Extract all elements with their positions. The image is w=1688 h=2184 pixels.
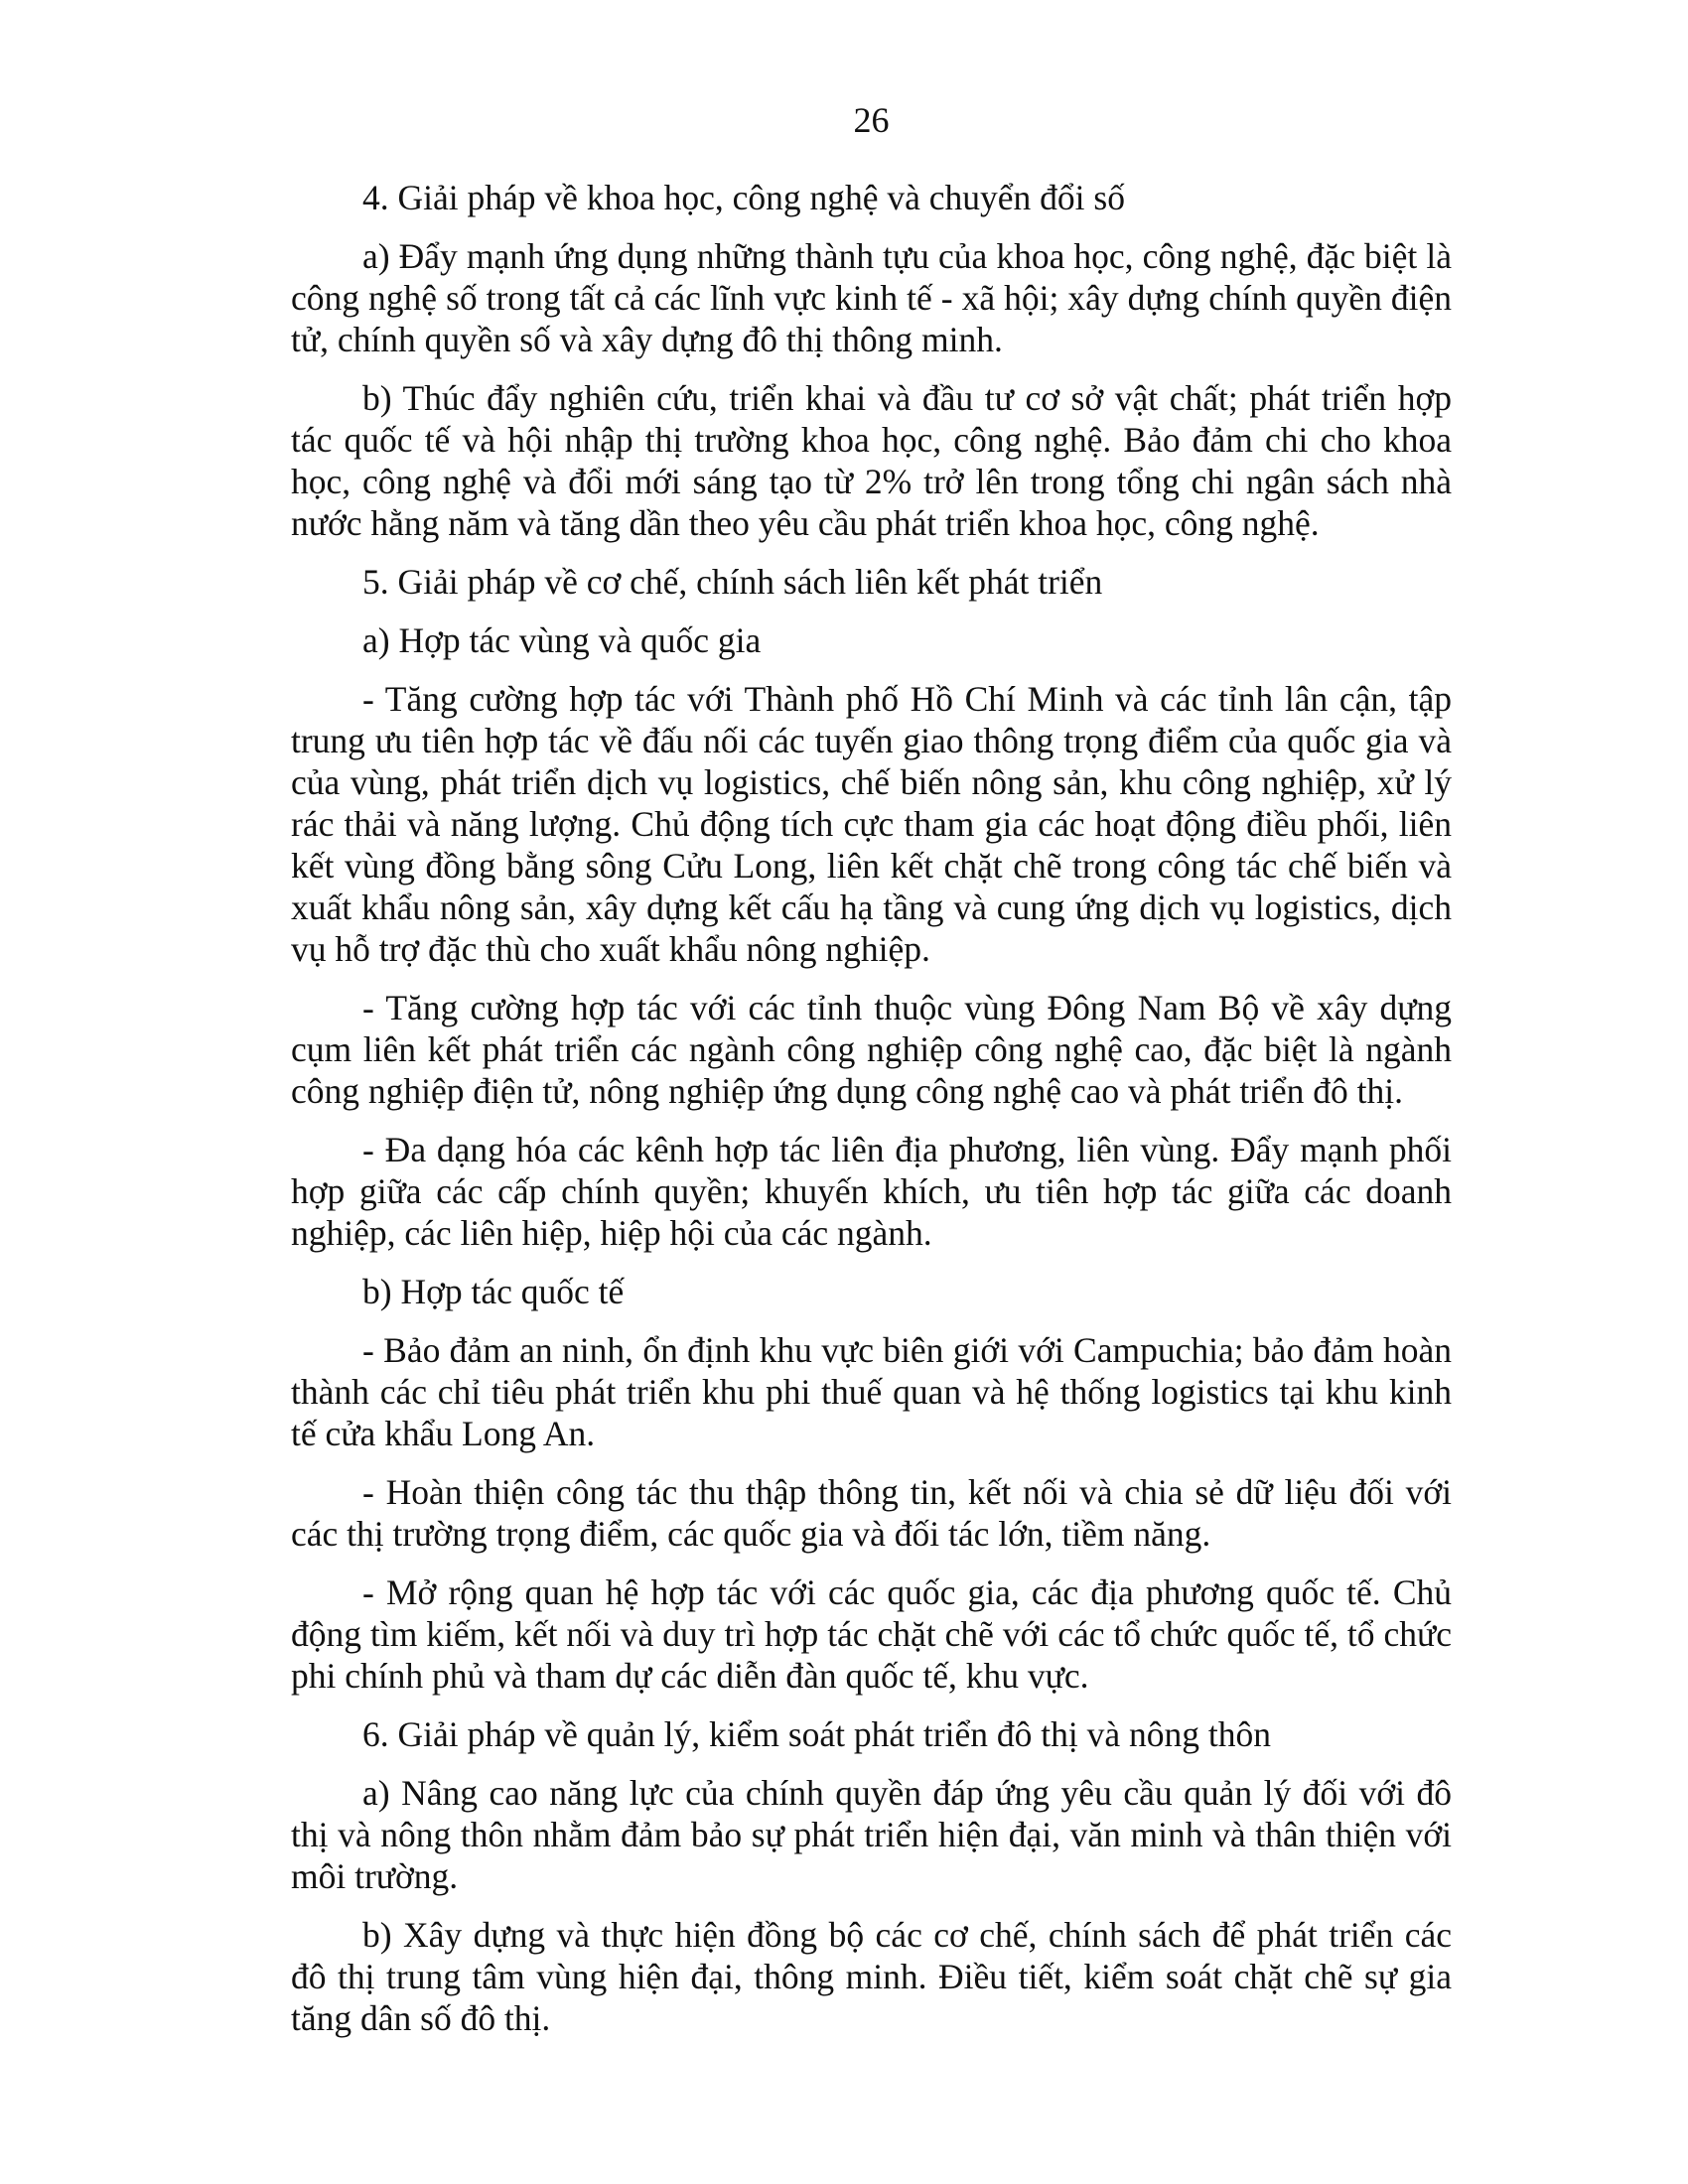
section-heading-5: 5. Giải pháp về cơ chế, chính sách liên kết phát triển <box>362 562 1103 602</box>
page-number: 26 <box>853 100 890 140</box>
bullet-paragraph: - Mở rộng quan hệ hợp tác với các quốc gia, các địa phương quốc tế. Chủ động tìm kiếm, kết nối và duy trì hợp tác chặt chẽ với các tổ chức quốc tế, tổ chức phi chính phủ và tham dự các diễn đàn quốc tế, khu vực. <box>291 1572 1452 1696</box>
section-heading-4: 4. Giải pháp về khoa học, công nghệ và chuyển đổi số <box>362 178 1125 217</box>
bullet-paragraph: - Đa dạng hóa các kênh hợp tác liên địa phương, liên vùng. Đẩy mạnh phối hợp giữa các cấp chính quyền; khuyến khích, ưu tiên hợp tác giữa các doanh nghiệp, các liên hiệp, hiệp hội của các ngành. <box>291 1130 1452 1253</box>
paragraph: b) Xây dựng và thực hiện đồng bộ các cơ chế, chính sách để phát triển các đô thị trung tâm vùng hiện đại, thông minh. Điều tiết, kiểm soát chặt chẽ sự gia tăng dân số đô thị. <box>291 1915 1452 2038</box>
document-body <box>291 177 1452 2056</box>
paragraph: b) Thúc đẩy nghiên cứu, triển khai và đầu tư cơ sở vật chất; phát triển hợp tác quốc tế và hội nhập thị trường khoa học, công nghệ. Bảo đảm chi cho khoa học, công nghệ và đổi mới sáng tạo từ 2% trở lên trong tổng chi ngân sách nhà nước hằng năm và tăng dần theo yêu cầu phát triển khoa học, công nghệ. <box>291 378 1452 543</box>
subsection-heading: b) Hợp tác quốc tế <box>362 1272 625 1311</box>
section-heading-6: 6. Giải pháp về quản lý, kiểm soát phát triển đô thị và nông thôn <box>362 1714 1271 1754</box>
bullet-paragraph: - Bảo đảm an ninh, ổn định khu vực biên giới với Campuchia; bảo đảm hoàn thành các chỉ tiêu phát triển khu phi thuế quan và hệ thống logistics tại khu kinh tế cửa khẩu Long An. <box>291 1330 1452 1453</box>
bullet-paragraph: - Tăng cường hợp tác với Thành phố Hồ Chí Minh và các tỉnh lân cận, tập trung ưu tiên hợp tác về đấu nối các tuyến giao thông trọng điểm của quốc gia và của vùng, phát triển dịch vụ logistics, chế biến nông sản, khu công nghiệp, xử lý rác thải và năng lượng. Chủ động tích cực tham gia các hoạt động điều phối, liên kết vùng đồng bằng sông Cửu Long, liên kết chặt chẽ trong công tác chế biến và xuất khẩu nông sản, xây dựng kết cấu hạ tầng và cung ứng dịch vụ logistics, dịch vụ hỗ trợ đặc thù cho xuất khẩu nông nghiệp. <box>291 679 1452 969</box>
bullet-paragraph: - Tăng cường hợp tác với các tỉnh thuộc vùng Đông Nam Bộ về xây dựng cụm liên kết phát triển các ngành công nghiệp công nghệ cao, đặc biệt là ngành công nghiệp điện tử, nông nghiệp ứng dụng công nghệ cao và phát triển đô thị. <box>291 988 1452 1111</box>
subsection-heading: a) Hợp tác vùng và quốc gia <box>362 620 762 660</box>
paragraph: a) Nâng cao năng lực của chính quyền đáp ứng yêu cầu quản lý đối với đô thị và nông thôn nhằm đảm bảo sự phát triển hiện đại, văn minh và thân thiện với môi trường. <box>291 1773 1452 1896</box>
paragraph: a) Đẩy mạnh ứng dụng những thành tựu của khoa học, công nghệ, đặc biệt là công nghệ số trong tất cả các lĩnh vực kinh tế - xã hội; xây dựng chính quyền điện tử, chính quyền số và xây dựng đô thị thông minh. <box>291 236 1452 359</box>
bullet-paragraph: - Hoàn thiện công tác thu thập thông tin, kết nối và chia sẻ dữ liệu đối với các thị trường trọng điểm, các quốc gia và đối tác lớn, tiềm năng. <box>291 1472 1452 1554</box>
